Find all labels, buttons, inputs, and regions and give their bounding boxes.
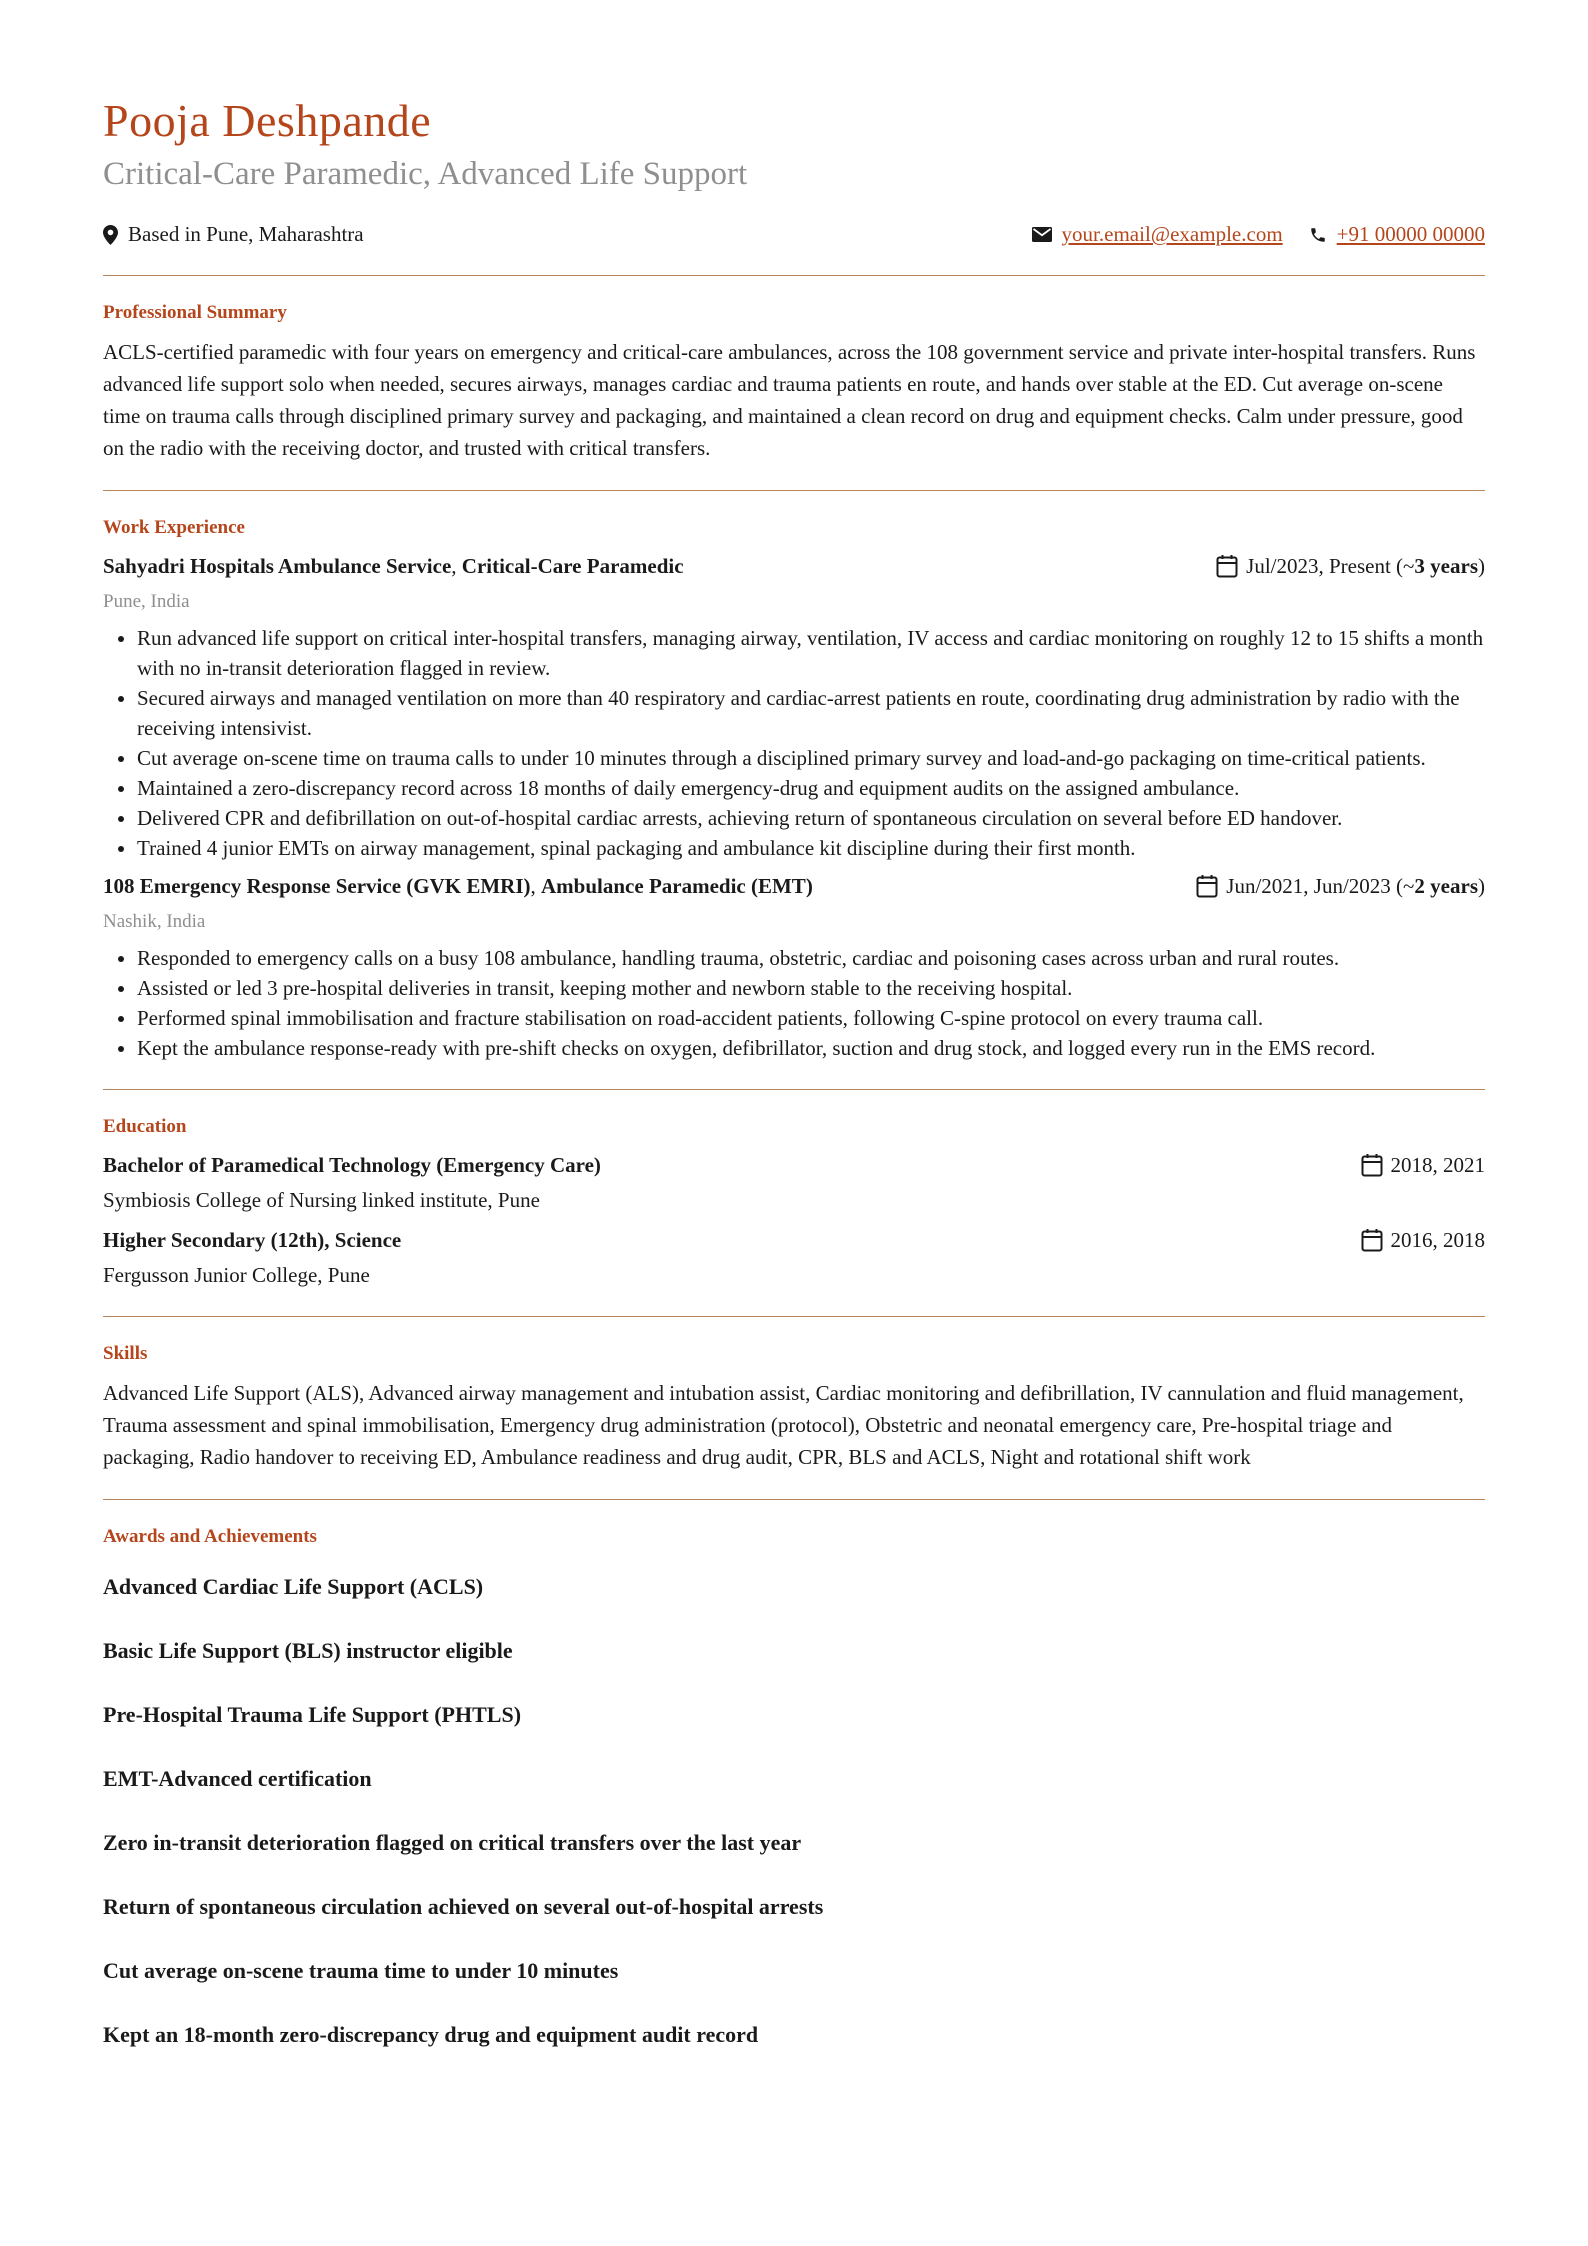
- experience-section: [103, 491, 1485, 1089]
- summary-text: ACLS-certified paramedic with four years on emergency and critical-care ambulances, across the 108 government service and private inter-hospital transfers. Runs advanced life support solo when needed, secures airways, manages cardiac and trauma patients en route, and hands over stable at the ED. Cut average on-scene time on trauma calls through disciplined primary survey and packaging, and maintained a clean record on drug and equipment checks. Calm under pressure, good on the radio with the receiving doctor, and trusted with critical transfers.: [103, 340, 1476, 461]
- skills-section: [103, 1317, 1485, 1499]
- job-entry: [103, 871, 1485, 1063]
- job-duration: 3 years: [1414, 554, 1478, 579]
- award-item: Zero in-transit deterioration flagged on critical transfers over the last year: [103, 1830, 802, 1856]
- job-org: 108 Emergency Response Service (GVK EMRI): [103, 874, 531, 899]
- calendar-icon: [1216, 554, 1238, 578]
- email-item[interactable]: [1032, 222, 1283, 247]
- section-title-awards: Awards and Achievements: [103, 1526, 317, 1548]
- candidate-name: Pooja Deshpande: [103, 95, 432, 146]
- award-item: Advanced Cardiac Life Support (ACLS): [103, 1574, 484, 1600]
- job-dates: Jun/2021, Jun/2023 (~ 2 years ): [1196, 871, 1485, 901]
- phone-link[interactable]: +91 00000 00000: [1336, 222, 1485, 247]
- job-bullets: [103, 623, 1485, 863]
- education-institution: Symbiosis College of Nursing linked institute, Pune: [103, 1188, 540, 1213]
- job-location: Pune, India: [103, 591, 190, 613]
- list-item: • Performed spinal immobilisation and fracture stabilisation on road-accident patients, following C-spine protocol on every trauma call.: [137, 1003, 1485, 1033]
- contact-row: [103, 222, 1485, 247]
- section-title-education: Education: [103, 1116, 187, 1138]
- job-role: Critical-Care Paramedic: [461, 554, 684, 579]
- education-degree: Higher Secondary (12th), Science: [103, 1228, 402, 1253]
- awards-section: [103, 1500, 1485, 2076]
- job-location: Nashik, India: [103, 911, 206, 933]
- summary-section: [103, 276, 1485, 490]
- map-pin-icon: [103, 225, 118, 245]
- awards-list: [103, 1572, 1485, 2050]
- section-title-experience: Work Experience: [103, 517, 245, 539]
- education-dates: 2018, 2021: [1361, 1150, 1486, 1180]
- skills-text: Advanced Life Support (ALS), Advanced airway management and intubation assist, Cardiac monitoring and defibrillation, IV cannulation and fluid management, Trauma assessment and spinal immobilisation, Emergency drug administration (protocol), Obstetric and neonatal emergency care, Pre-hospital triage and packaging, Radio handover to receiving ED, Ambulance readiness and drug audit, CPR, BLS and ACLS, Night and rotational shift work: [103, 1381, 1464, 1470]
- job-bullets: [103, 943, 1485, 1063]
- education-dates: 2016, 2018: [1361, 1225, 1486, 1255]
- job-entry: [103, 551, 1485, 863]
- location-text: Based in Pune, Maharashtra: [128, 222, 364, 247]
- job-title-line: 108 Emergency Response Service (GVK EMRI), Ambulance Paramedic (EMT): [103, 874, 813, 899]
- education-section: [103, 1090, 1485, 1316]
- education-institution: Fergusson Junior College, Pune: [103, 1263, 370, 1288]
- award-item: Cut average on-scene trauma time to under 10 minutes: [103, 1958, 619, 1984]
- job-duration: 2 years: [1414, 874, 1478, 899]
- award-item: EMT-Advanced certification: [103, 1766, 372, 1792]
- list-item: • Maintained a zero-discrepancy record across 18 months of daily emergency-drug and equipment audits on the assigned ambulance.: [137, 773, 1485, 803]
- calendar-icon: [1361, 1153, 1383, 1177]
- job-role: Ambulance Paramedic (EMT): [541, 874, 813, 899]
- email-link[interactable]: your.email@example.com: [1061, 222, 1283, 247]
- award-item: Basic Life Support (BLS) instructor eligible: [103, 1638, 513, 1664]
- education-entry: [103, 1150, 1485, 1215]
- envelope-icon: [1032, 227, 1052, 242]
- job-org: Sahyadri Hospitals Ambulance Service: [103, 554, 452, 579]
- award-item: Return of spontaneous circulation achieved on several out-of-hospital arrests: [103, 1894, 824, 1920]
- section-title-skills: Skills: [103, 1343, 148, 1365]
- education-entry: [103, 1225, 1485, 1290]
- list-item: • Responded to emergency calls on a busy 108 ambulance, handling trauma, obstetric, cardiac and poisoning cases across urban and rural routes.: [137, 943, 1485, 973]
- job-title-line: Sahyadri Hospitals Ambulance Service, Critical-Care Paramedic: [103, 554, 684, 579]
- job-dates: Jul/2023, Present (~ 3 years ): [1216, 551, 1485, 581]
- list-item: • Trained 4 junior EMTs on airway management, spinal packaging and ambulance kit discipline during their first month.: [137, 833, 1485, 863]
- candidate-headline: Critical-Care Paramedic, Advanced Life Support: [103, 155, 748, 192]
- calendar-icon: [1196, 874, 1218, 898]
- phone-item[interactable]: [1309, 222, 1485, 247]
- list-item: • Secured airways and managed ventilation on more than 40 respiratory and cardiac-arrest patients en route, coordinating drug administration by radio with the receiving intensivist.: [137, 683, 1485, 743]
- education-degree: Bachelor of Paramedical Technology (Emergency Care): [103, 1153, 601, 1178]
- list-item: • Assisted or led 3 pre-hospital deliveries in transit, keeping mother and newborn stable to the receiving hospital.: [137, 973, 1485, 1003]
- phone-icon: [1309, 226, 1327, 244]
- award-item: Kept an 18-month zero-discrepancy drug and equipment audit record: [103, 2022, 759, 2048]
- location-item: [103, 222, 364, 247]
- list-item: • Kept the ambulance response-ready with pre-shift checks on oxygen, defibrillator, suction and drug stock, and logged every run in the EMS record.: [137, 1033, 1485, 1063]
- calendar-icon: [1361, 1228, 1383, 1252]
- list-item: • Run advanced life support on critical inter-hospital transfers, managing airway, ventilation, IV access and cardiac monitoring on roughly 12 to 15 shifts a month with no in-transit deterioration flagged in review.: [137, 623, 1485, 683]
- section-title-summary: Professional Summary: [103, 302, 287, 324]
- list-item: • Delivered CPR and defibrillation on out-of-hospital cardiac arrests, achieving return of spontaneous circulation on several before ED handover.: [137, 803, 1485, 833]
- award-item: Pre-Hospital Trauma Life Support (PHTLS): [103, 1702, 522, 1728]
- list-item: • Cut average on-scene time on trauma calls to under 10 minutes through a disciplined primary survey and load-and-go packaging on time-critical patients.: [137, 743, 1485, 773]
